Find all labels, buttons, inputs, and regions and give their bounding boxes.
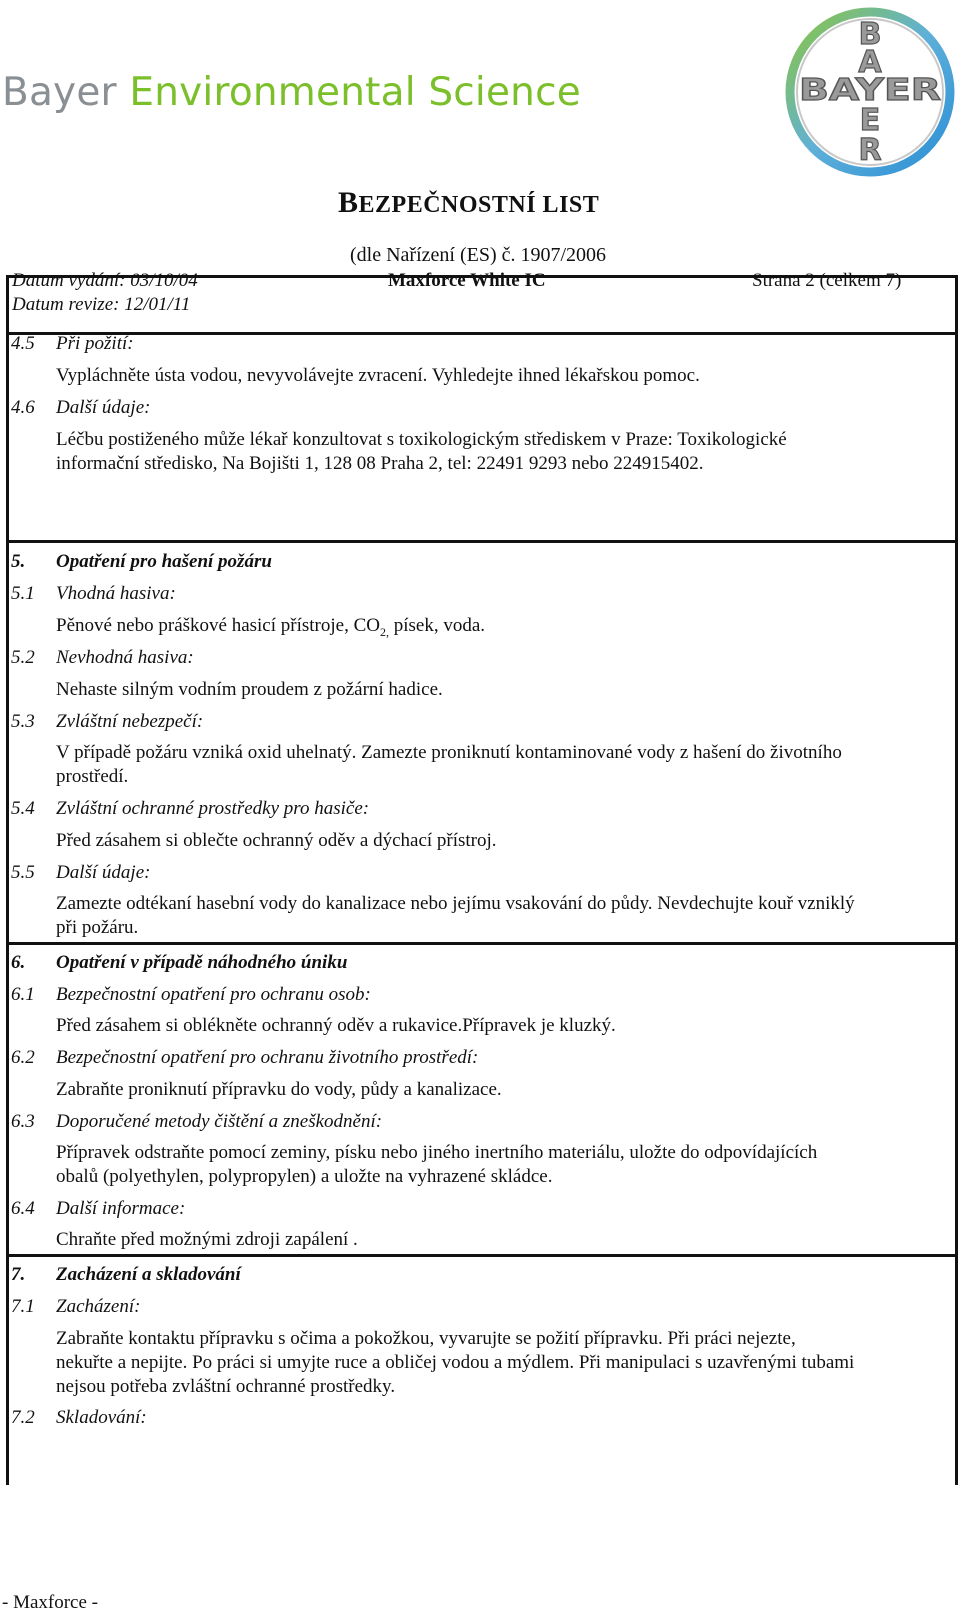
section-number: 7.2 xyxy=(11,1407,35,1428)
section-heading: Nevhodná hasiva: xyxy=(56,647,194,668)
logo-letter-v4: E xyxy=(859,103,881,138)
section-divider-5 xyxy=(6,540,958,543)
document-title-rest: EZPEČNOSTNÍ LIST xyxy=(358,192,600,218)
section-number: 6.2 xyxy=(11,1047,35,1068)
logo-letter-v2: A xyxy=(858,45,882,80)
section-number: 6.3 xyxy=(11,1111,35,1132)
section-text: Zabraňte kontaktu přípravku s očima a pokožkou, vyvarujte se požití přípravku. Při práci nejezte, xyxy=(56,1328,796,1349)
section-divider-6 xyxy=(6,942,958,945)
section-heading: Zvláštní ochranné prostředky pro hasiče: xyxy=(56,798,370,819)
logo-horizontal-word: BAYER xyxy=(799,73,941,108)
brand-name-part1: Bayer xyxy=(2,70,130,115)
section-number: 7.1 xyxy=(11,1296,35,1317)
section-heading: Bezpečnostní opatření pro ochranu životního prostředí: xyxy=(56,1047,479,1068)
chapter-number: 5. xyxy=(11,551,26,572)
logo-letter-v5: R xyxy=(858,133,882,168)
section-text: prostředí. xyxy=(56,766,129,787)
section-number: 5.2 xyxy=(11,647,35,668)
section-heading: Zvláštní nebezpečí: xyxy=(56,711,204,732)
chapter-heading: Opatření pro hašení požáru xyxy=(56,551,272,572)
regulation-reference: (dle Nařízení (ES) č. 1907/2006 xyxy=(350,244,607,266)
section-text: obalů (polyethylen, polypropylen) a uložte na vyhrazené skládce. xyxy=(56,1166,553,1187)
chapter-heading: Zacházení a skladování xyxy=(56,1264,241,1285)
section-divider-7 xyxy=(6,1254,958,1257)
section-text: Přípravek odstraňte pomocí zeminy, písku nebo jiného inertního materiálu, uložte do odpovídajících xyxy=(56,1142,818,1163)
section-heading: Doporučené metody čištění a zneškodnění: xyxy=(56,1111,383,1132)
chapter-number: 6. xyxy=(11,952,26,973)
section-text: Chraňte před možnými zdroji zapálení . xyxy=(56,1229,358,1250)
section-text-part: písek, voda. xyxy=(388,615,486,636)
logo-letter-v1: B xyxy=(858,17,882,52)
section-number: 5.4 xyxy=(11,798,35,819)
revision-date: Datum revize: 12/01/11 xyxy=(12,294,191,315)
document-title xyxy=(338,186,599,220)
section-number: 5.1 xyxy=(11,583,35,604)
section-number: 4.6 xyxy=(11,397,35,418)
section-text: Před zásahem si oblékněte ochranný oděv a rukavice.Přípravek je kluzký. xyxy=(56,1015,616,1036)
section-heading: Další údaje: xyxy=(56,862,151,883)
section-text: Před zásahem si oblečte ochranný oděv a dýchací přístroj. xyxy=(56,830,497,851)
document-title-initial: B xyxy=(338,186,359,219)
section-heading: Zacházení: xyxy=(56,1296,141,1317)
section-text: V případě požáru vzniká oxid uhelnatý. Zamezte proniknutí kontaminované vody z hašení do životního xyxy=(56,742,842,763)
section-text: Léčbu postiženého může lékař konzultovat s toxikologickým střediskem v Praze: Toxikologické xyxy=(56,429,787,450)
chapter-number: 7. xyxy=(11,1264,26,1285)
section-text: Nehaste silným vodním proudem z požární hadice. xyxy=(56,679,443,700)
section-number: 5.5 xyxy=(11,862,35,883)
bayer-cross-logo xyxy=(782,4,958,180)
section-heading: Další údaje: xyxy=(56,397,151,418)
section-text: nekuřte a nepijte. Po práci si umyjte ruce a obličej vodou a mýdlem. Při manipulaci s uzavřenými tubami xyxy=(56,1352,855,1373)
section-number: 6.4 xyxy=(11,1198,35,1219)
section-text: při požáru. xyxy=(56,917,139,938)
section-text xyxy=(56,614,485,644)
section-heading: Skladování: xyxy=(56,1407,147,1428)
section-text: Zabraňte proniknutí přípravku do vody, půdy a kanalizace. xyxy=(56,1079,502,1100)
section-number: 4.5 xyxy=(11,333,35,354)
brand-name xyxy=(2,70,581,115)
page-footer: - Maxforce - xyxy=(2,1592,99,1613)
section-number: 6.1 xyxy=(11,984,35,1005)
section-text: Vypláchněte ústa vodou, nevyvolávejte zvracení. Vyhledejte ihned lékařskou pomoc. xyxy=(56,365,700,386)
section-heading: Další informace: xyxy=(56,1198,186,1219)
section-heading: Bezpečnostní opatření pro ochranu osob: xyxy=(56,984,371,1005)
product-name: Maxforce White IC xyxy=(388,270,546,291)
co2-subscript: 2, xyxy=(379,624,389,639)
issue-date: Datum vydání: 03/10/04 xyxy=(12,270,198,291)
section-text: informační středisko, Na Bojišti 1, 128 08 Praha 2, tel: 22491 9293 nebo 224915402. xyxy=(56,453,704,474)
section-text: nejsou potřeba zvláštní ochranné prostředky. xyxy=(56,1376,396,1397)
section-number: 5.3 xyxy=(11,711,35,732)
section-text-part: Pěnové nebo práškové hasicí přístroje, CO xyxy=(56,615,380,636)
section-heading: Při požití: xyxy=(56,333,134,354)
section-text: Zamezte odtékaní hasební vody do kanalizace nebo jejímu vsakování do půdy. Nevdechujte kouř vzniklý xyxy=(56,893,855,914)
section-heading: Vhodná hasiva: xyxy=(56,583,176,604)
page-number: Strana 2 (celkem 7) xyxy=(752,270,902,291)
chapter-heading: Opatření v případě náhodného úniku xyxy=(56,952,348,973)
brand-name-part2: Environmental Science xyxy=(129,70,581,115)
